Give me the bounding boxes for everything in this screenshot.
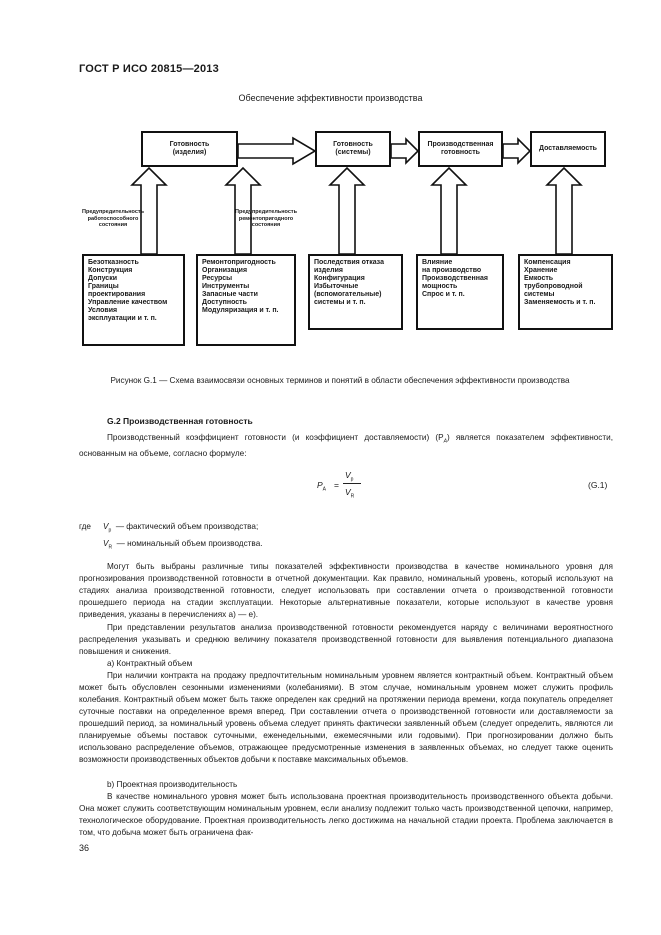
box-line: Ресурсы: [202, 275, 233, 283]
arrow-up-5: [547, 168, 581, 254]
box-line: Емкость: [524, 275, 554, 283]
formula-denominator: [345, 487, 354, 500]
formula-eq: =: [334, 480, 339, 490]
diagram-title: Обеспечение эффективности производства: [238, 93, 423, 103]
intro-sub: A: [443, 438, 447, 445]
box-compensation: [518, 254, 613, 330]
box-line: Доступность: [202, 299, 247, 307]
box-line: Производственная: [422, 275, 488, 283]
box-line: Компенсация: [524, 259, 571, 266]
where-text: — номинальный объем производства.: [116, 539, 263, 548]
box-line: Ремонтопригодность: [202, 259, 276, 266]
box-system-availability: [315, 131, 391, 167]
formula-num-sub: p: [350, 476, 354, 483]
box-line: Безотказность: [88, 259, 139, 266]
section-heading: G.2 Производственная готовность: [107, 416, 253, 426]
box-failure-consequences: [308, 254, 403, 330]
box-line: Инструменты: [202, 283, 250, 291]
formula-num-symbol: V: [345, 470, 351, 480]
where-item: [103, 539, 263, 551]
box-line: изделия: [314, 267, 343, 275]
formula-den-sub: R: [350, 493, 355, 500]
where-sub: R: [108, 544, 113, 551]
paragraph-3: При наличии контракта на продажу предпочтительным номинальным уровнем является контрактный объем. Контрактный объем может быть обусловлен сезонными изменениями (колебаниями). В этом случае, номинальным уровнем может служить профиль колебания. Контрактный объем может быть также определен как средний на протяжении периода времени, когда покупатель определяет суточные поставки на определенное время вперед. При составлении отчета о производственной готовности или доставляемости за прошедший период, за номинальный уровень объема следует принять фактически заявленный объем (следует определить, являются ли планируемые объемы поставок суточными, еженедельными, ежемесячными или годовыми). При прогнозировании должно быть использовано распределение объемов, отражающее предусмотренные изменения в заявленных объемах, но следует также оценить возможности производственных объектов добычи к поставке максимальных объемов.: [79, 671, 613, 764]
box-line: системы: [524, 291, 555, 299]
paragraph-1: Могут быть выбраны различные типы показателей эффективности производства в качестве номинального уровня для прогнозирования производственной готовности в отчетной документации. Как правило, номинальный уровень, который используют на стадиях анализа производственной готовности, следует использовать при составлении отчета о производственной готовности прошедшего периода на стадии эксплуатации. Некоторые альтернативные показатели, которые используют в качестве уровня приведения, указаны в перечислениях а) — е).: [79, 562, 613, 619]
box-line: Избыточные: [314, 283, 359, 291]
box-line: Модуляризация и т. п.: [202, 307, 279, 315]
fraction-bar: [343, 483, 361, 484]
intro-text-b: ) является показателем эффективности, основанным на объеме, согласно формуле:: [79, 433, 613, 458]
where-item: [103, 522, 258, 534]
box-line: (системы): [335, 149, 371, 156]
box-line: Производственная: [427, 140, 494, 148]
box-line: Готовность: [169, 140, 210, 148]
box-line: Готовность: [333, 140, 373, 148]
formula-den-symbol: V: [345, 487, 351, 497]
intro-paragraph: [79, 432, 613, 460]
box-line: Организация: [202, 267, 248, 275]
where-symbol: V: [103, 539, 109, 548]
formula-lhs-symbol: P: [317, 480, 323, 490]
box-line: Конструкция: [88, 267, 133, 275]
intro-text-a: Производственный коэффициент готовности (и коэффициент доставляемости) (P: [107, 433, 444, 442]
box-line: (изделия): [172, 149, 207, 156]
arrow-right-3: [503, 139, 530, 163]
box-line: (вспомогательные): [314, 291, 382, 299]
box-production-impact: [416, 254, 504, 330]
arrow-right-1: [238, 138, 315, 164]
note-operational-readiness: Предупредительность работоспособного состояния: [82, 209, 144, 229]
formula-lhs: [317, 480, 326, 493]
box-line: Допуски: [88, 275, 117, 283]
document-header: ГОСТ Р ИСО 20815—2013: [79, 63, 219, 75]
figure-caption: Рисунок G.1 — Схема взаимосвязи основных терминов и понятий в области обеспечения эффективности производства: [110, 376, 570, 385]
where-prefix: где: [79, 522, 91, 531]
box-line: трубопроводной: [524, 283, 583, 291]
box-line: Конфигурация: [314, 275, 365, 283]
where-symbol: V: [103, 522, 109, 531]
box-maintainability: [196, 254, 296, 346]
list-item-b-title: b) Проектная производительность: [107, 780, 238, 789]
box-line: Условия: [88, 307, 118, 315]
box-line: Запасные части: [202, 291, 258, 299]
box-line: эксплуатации и т. п.: [88, 315, 157, 323]
paragraph-2: При представлении результатов анализа производственной готовности рекомендуется наряду с величинами вероятностного распределения указывать и среднюю величину показателя производственной готовности для выявления потенциального диапазона повышения и снижения.: [79, 623, 613, 656]
formula-label: (G.1): [588, 480, 608, 490]
box-line: Управление качеством: [88, 299, 168, 307]
box-line: Влияние: [422, 259, 453, 266]
box-line: Последствия отказа: [314, 259, 384, 266]
box-line: проектирования: [88, 291, 146, 299]
arrow-up-4: [432, 168, 466, 254]
box-line: Доставляемость: [539, 144, 597, 152]
arrow-up-3: [330, 168, 364, 254]
note-repair-readiness: Предупредительность ремонтопригодного состояния: [235, 209, 297, 229]
box-line: готовность: [441, 149, 480, 156]
box-line: Хранение: [524, 267, 558, 275]
box-line: на производство: [422, 267, 482, 275]
box-production-availability: [418, 131, 503, 167]
formula-numerator: [345, 470, 353, 483]
where-text: — фактический объем производства;: [115, 522, 259, 531]
paragraph-4: В качестве номинального уровня может быть использована проектная производительность производственного объекта добычи. Она может служить соответствующим номинальным уровнем, если анализу подлежит только часть производственной цепочки, например, технологическое оборудование. Проектная производительность легко достижима на начальной стадии проекта. Проблема заключается в том, что добыча может быть ограничена фак-: [79, 792, 613, 837]
box-deliverability: [530, 131, 606, 167]
box-line: Границы: [88, 283, 119, 291]
box-line: Заменяемость и т. п.: [524, 299, 596, 307]
box-line: мощность: [422, 283, 458, 291]
where-sub: p: [108, 527, 112, 534]
page-number: 36: [79, 843, 90, 853]
box-line: Спрос и т. п.: [422, 291, 465, 299]
box-item-availability: [141, 131, 238, 167]
formula-lhs-sub: A: [322, 486, 327, 493]
list-item-a-title: a) Контрактный объем: [107, 659, 193, 668]
box-reliability: [82, 254, 185, 346]
box-line: системы и т. п.: [314, 299, 366, 307]
arrow-right-2: [391, 139, 418, 163]
